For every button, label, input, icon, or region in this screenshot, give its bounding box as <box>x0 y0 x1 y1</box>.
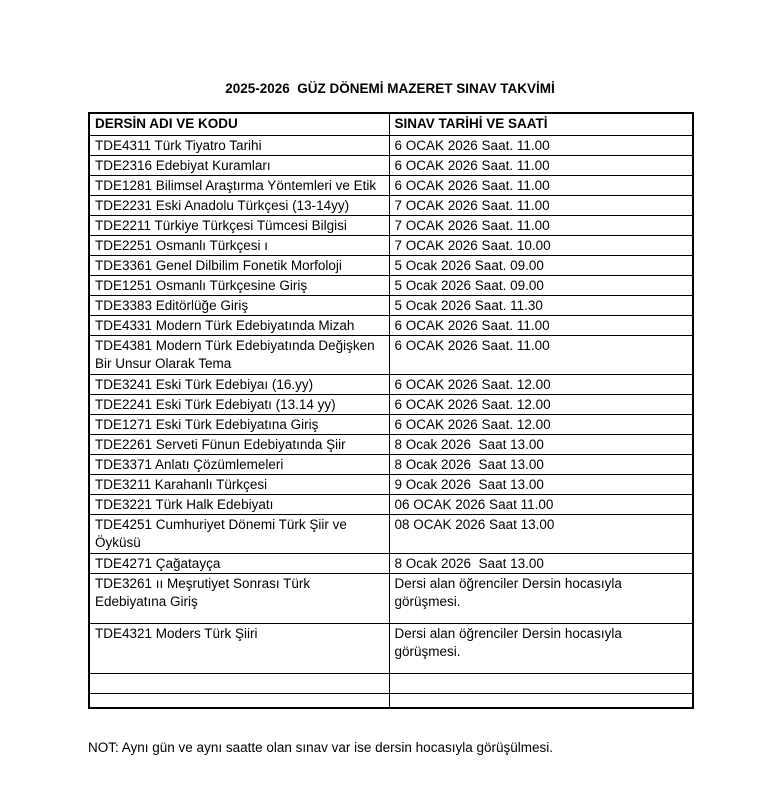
table-row <box>89 295 693 315</box>
course-cell: TDE3261 ıı Meşrutiyet Sonrası Türk Edebiyatına Giriş <box>89 573 389 623</box>
datetime-cell: 9 Ocak 2026 Saat 13.00 <box>389 474 693 494</box>
table-row <box>89 255 693 275</box>
course-cell: TDE3221 Türk Halk Edebiyatı <box>89 494 389 514</box>
course-cell: TDE1251 Osmanlı Türkçesine Giriş <box>89 275 389 295</box>
table-row <box>89 414 693 434</box>
course-cell: TDE4311 Türk Tiyatro Tarihi <box>89 135 389 155</box>
datetime-cell: 5 Ocak 2026 Saat. 11.30 <box>389 295 693 315</box>
table-row <box>89 335 693 374</box>
header-course-name: DERSİN ADI VE KODU <box>89 113 389 135</box>
table-row <box>89 275 693 295</box>
datetime-cell: 8 Ocak 2026 Saat 13.00 <box>389 454 693 474</box>
course-cell: TDE2231 Eski Anadolu Türkçesi (13-14yy) <box>89 195 389 215</box>
datetime-cell <box>389 693 693 708</box>
datetime-cell: Dersi alan öğrenciler Dersin hocasıyla görüşmesi. <box>389 623 693 673</box>
datetime-cell: 7 OCAK 2026 Saat. 10.00 <box>389 235 693 255</box>
course-cell: TDE1271 Eski Türk Edebiyatına Giriş <box>89 414 389 434</box>
datetime-cell: 5 Ocak 2026 Saat. 09.00 <box>389 255 693 275</box>
course-cell: TDE3211 Karahanlı Türkçesi <box>89 474 389 494</box>
table-row <box>89 195 693 215</box>
datetime-cell: 7 OCAK 2026 Saat. 11.00 <box>389 215 693 235</box>
datetime-cell: 6 OCAK 2026 Saat. 11.00 <box>389 135 693 155</box>
table-row <box>89 553 693 573</box>
datetime-cell: 6 OCAK 2026 Saat. 11.00 <box>389 155 693 175</box>
course-cell: TDE2211 Türkiye Türkçesi Tümcesi Bilgisi <box>89 215 389 235</box>
datetime-cell: 06 OCAK 2026 Saat 11.00 <box>389 494 693 514</box>
course-cell: TDE2251 Osmanlı Türkçesi ı <box>89 235 389 255</box>
table-row <box>89 623 693 673</box>
table-row <box>89 315 693 335</box>
table-row <box>89 175 693 195</box>
table-row <box>89 514 693 553</box>
course-cell: TDE3383 Editörlüğe Giriş <box>89 295 389 315</box>
table-row <box>89 135 693 155</box>
course-cell: TDE2261 Serveti Fünun Edebiyatında Şiir <box>89 434 389 454</box>
course-cell: TDE4381 Modern Türk Edebiyatında Değişken Bir Unsur Olarak Tema <box>89 335 389 374</box>
datetime-cell: 7 OCAK 2026 Saat. 11.00 <box>389 195 693 215</box>
table-row <box>89 474 693 494</box>
datetime-cell: Dersi alan öğrenciler Dersin hocasıyla görüşmesi. <box>389 573 693 623</box>
course-cell: TDE2316 Edebiyat Kuramları <box>89 155 389 175</box>
header-row <box>89 113 693 135</box>
page-title: 2025-2026 GÜZ DÖNEMİ MAZERET SINAV TAKVİMİ <box>225 81 555 96</box>
datetime-cell: 8 Ocak 2026 Saat 13.00 <box>389 553 693 573</box>
header-exam-datetime: SINAV TARİHİ VE SAATİ <box>389 113 693 135</box>
table-row <box>89 235 693 255</box>
course-cell: TDE4251 Cumhuriyet Dönemi Türk Şiir ve Öyküsü <box>89 514 389 553</box>
exam-table-header <box>89 113 693 135</box>
table-row <box>89 394 693 414</box>
footer-note: NOT: Aynı gün ve aynı saatte olan sınav var ise dersin hocasıyla görüşülmesi. <box>88 740 553 755</box>
exam-schedule-table <box>88 112 694 709</box>
course-cell <box>89 693 389 708</box>
table-row <box>89 573 693 623</box>
datetime-cell <box>389 673 693 693</box>
table-row <box>89 434 693 454</box>
course-cell: TDE3241 Eski Türk Edebiyaı (16.yy) <box>89 374 389 394</box>
datetime-cell: 8 Ocak 2026 Saat 13.00 <box>389 434 693 454</box>
datetime-cell: 08 OCAK 2026 Saat 13.00 <box>389 514 693 553</box>
course-cell: TDE3361 Genel Dilbilim Fonetik Morfoloji <box>89 255 389 275</box>
datetime-cell: 6 OCAK 2026 Saat. 12.00 <box>389 374 693 394</box>
course-cell: TDE2241 Eski Türk Edebiyatı (13.14 yy) <box>89 394 389 414</box>
table-row <box>89 155 693 175</box>
datetime-cell: 6 OCAK 2026 Saat. 12.00 <box>389 414 693 434</box>
table-row <box>89 215 693 235</box>
exam-table-body <box>89 135 693 708</box>
course-cell: TDE4271 Çağatayça <box>89 553 389 573</box>
datetime-cell: 6 OCAK 2026 Saat. 11.00 <box>389 315 693 335</box>
table-row <box>89 454 693 474</box>
course-cell: TDE4331 Modern Türk Edebiyatında Mizah <box>89 315 389 335</box>
datetime-cell: 6 OCAK 2026 Saat. 12.00 <box>389 394 693 414</box>
course-cell: TDE4321 Moders Türk Şiiri <box>89 623 389 673</box>
table-row <box>89 494 693 514</box>
course-cell: TDE3371 Anlatı Çözümlemeleri <box>89 454 389 474</box>
course-cell: TDE1281 Bilimsel Araştırma Yöntemleri ve Etik <box>89 175 389 195</box>
datetime-cell: 6 OCAK 2026 Saat. 11.00 <box>389 335 693 374</box>
table-row <box>89 673 693 693</box>
datetime-cell: 5 Ocak 2026 Saat. 09.00 <box>389 275 693 295</box>
table-row <box>89 693 693 708</box>
datetime-cell: 6 OCAK 2026 Saat. 11.00 <box>389 175 693 195</box>
table-row <box>89 374 693 394</box>
course-cell <box>89 673 389 693</box>
